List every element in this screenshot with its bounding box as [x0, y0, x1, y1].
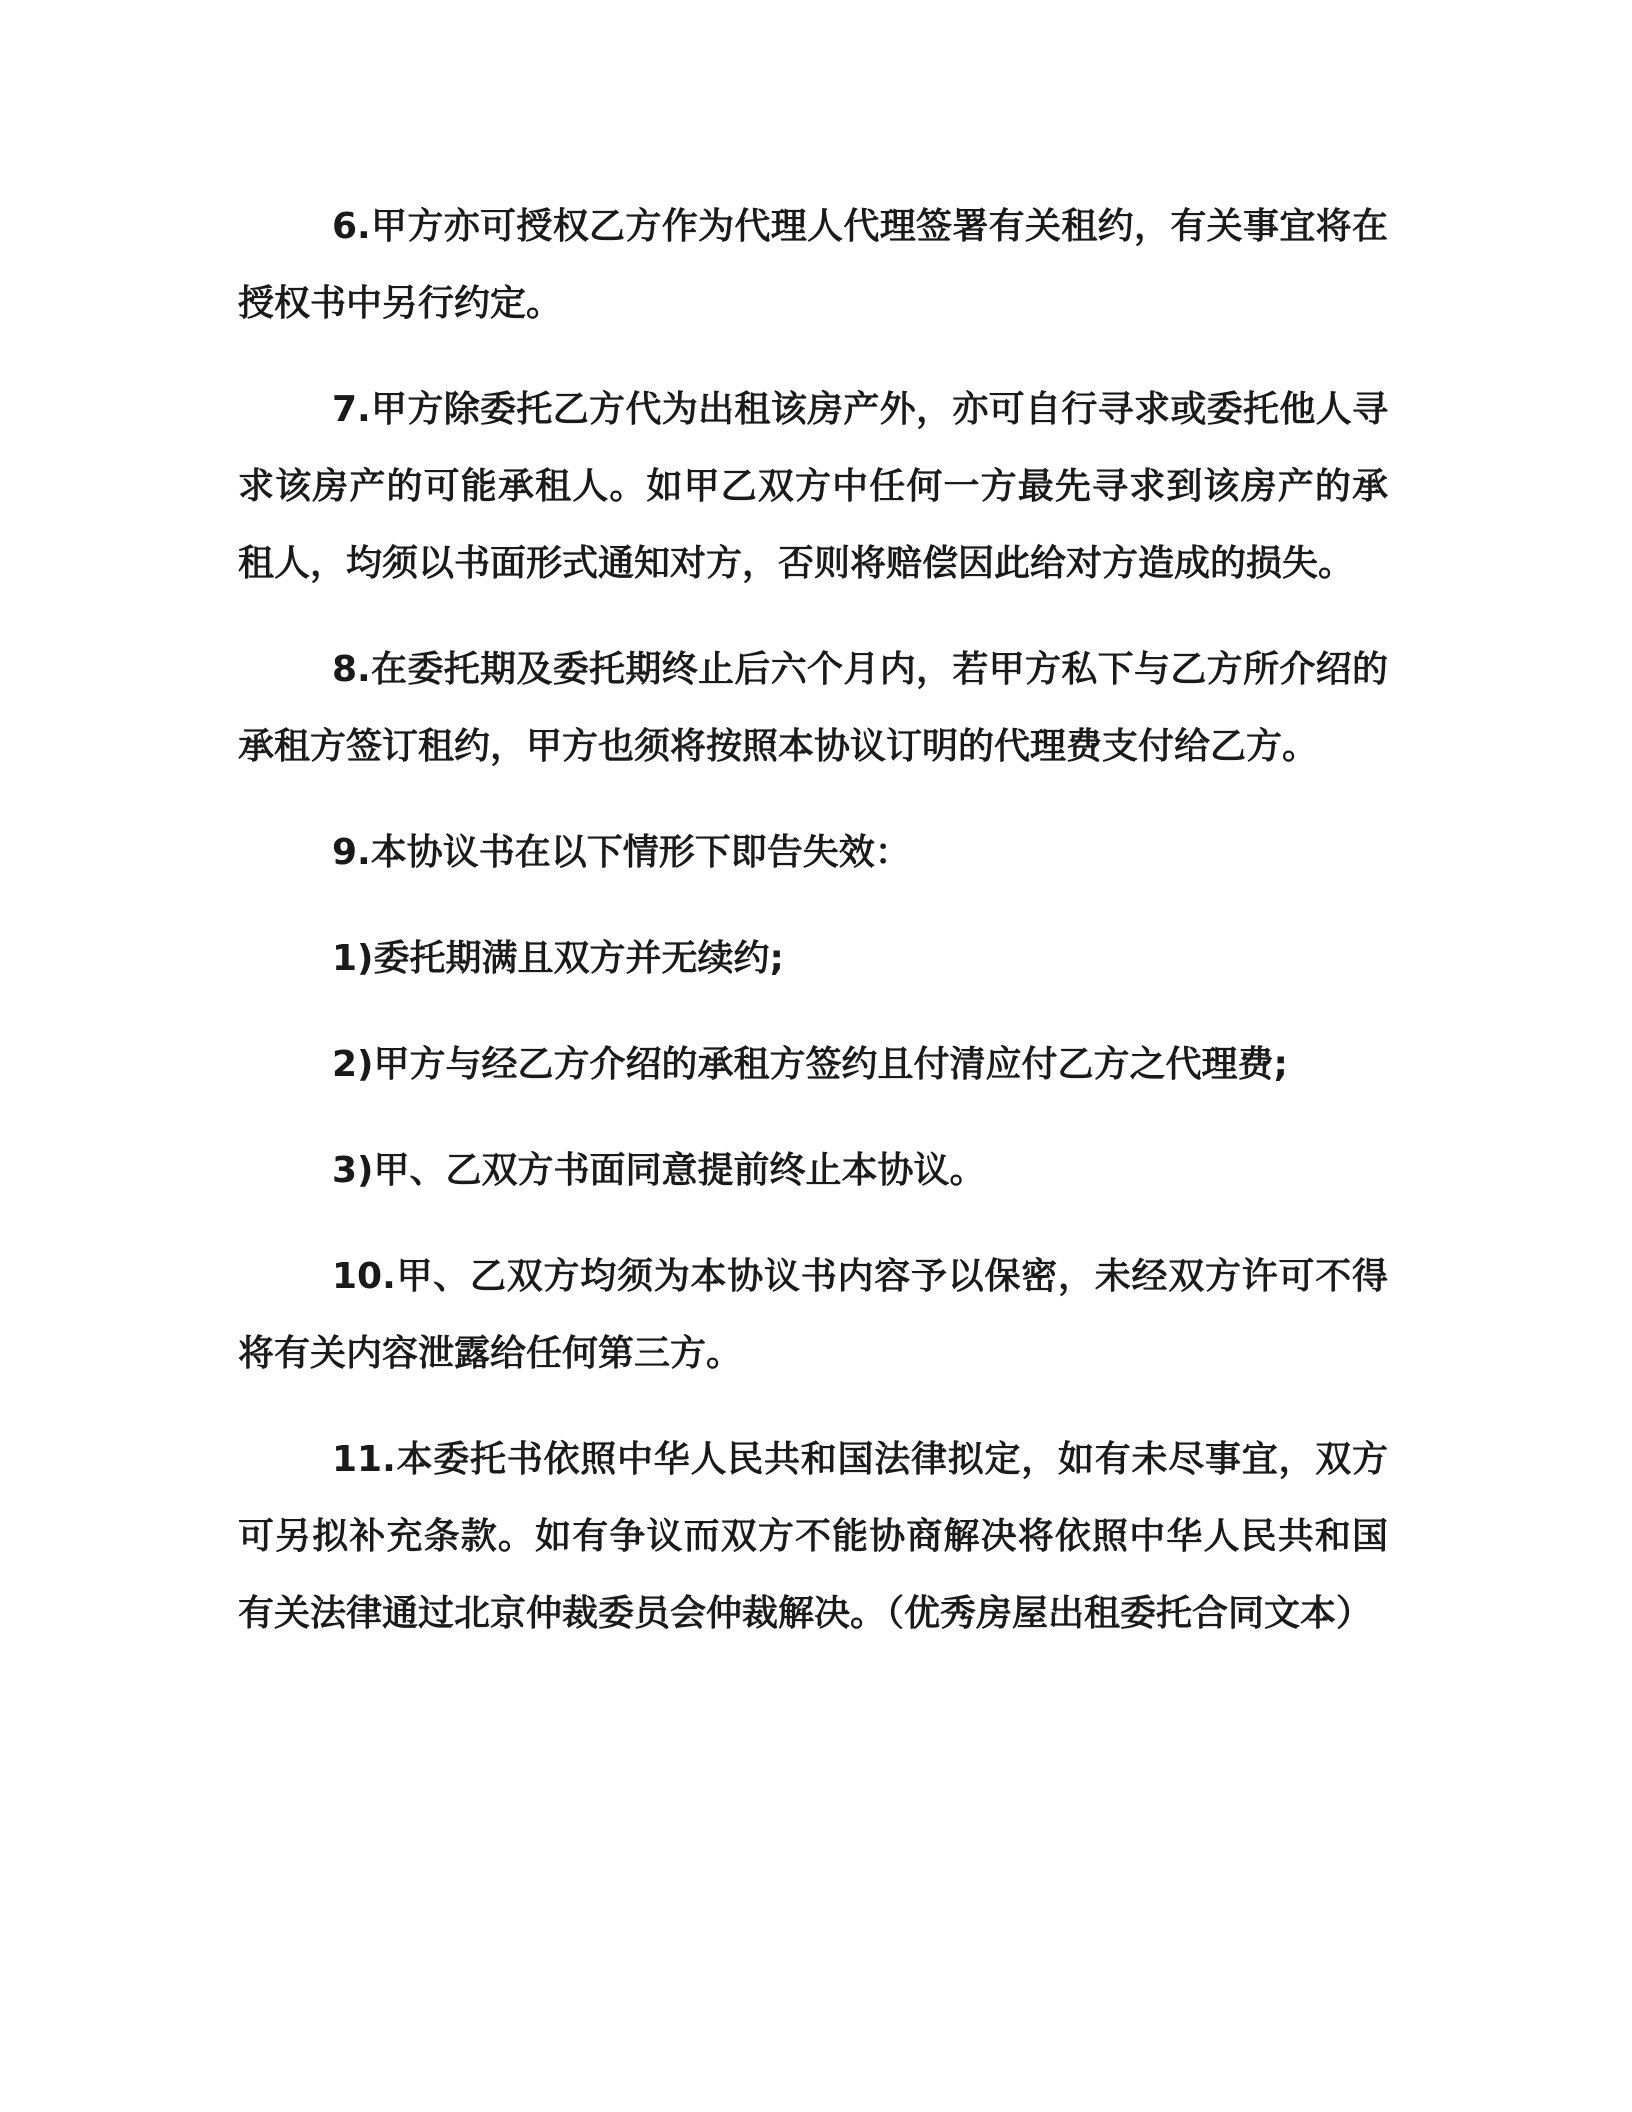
clause-8: 8.在委托期及委托期终止后六个月内，若甲方私下与乙方所介绍的承租方签订租约，甲方也须将按照本协议订明的代理费支付给乙方。	[238, 649, 1388, 767]
clause-9-item-2: 2)甲方与经乙方介绍的承租方签约且付清应付乙方之代理费;	[332, 1044, 1288, 1085]
clause-10: 10.甲、乙双方均须为本协议书内容予以保密，未经双方许可不得将有关内容泄露给任何第三方。	[238, 1256, 1388, 1374]
clause-9-item-1: 1)委托期满且双方并无续约;	[332, 938, 784, 979]
clause-9-item-3: 3)甲、乙双方书面同意提前终止本协议。	[332, 1150, 986, 1191]
clause-7: 7.甲方除委托乙方代为出租该房产外，亦可自行寻求或委托他人寻求该房产的可能承租人。如甲乙双方中任何一方最先寻求到该房产的承租人，均须以书面形式通知对方，否则将赔偿因此给对方造成的损失。	[238, 389, 1388, 584]
clause-6: 6.甲方亦可授权乙方作为代理人代理签署有关租约，有关事宜将在授权书中另行约定。	[238, 206, 1388, 324]
clause-11: 11.本委托书依照中华人民共和国法律拟定，如有未尽事宜，双方可另拟补充条款。如有争议而双方不能协商解决将依照中华人民共和国有关法律通过北京仲裁委员会仲裁解决。（优秀房屋出租委托合同文本）	[238, 1439, 1388, 1634]
clause-9: 9.本协议书在以下情形下即告失效：	[332, 832, 911, 873]
document-body	[238, 188, 1388, 1681]
